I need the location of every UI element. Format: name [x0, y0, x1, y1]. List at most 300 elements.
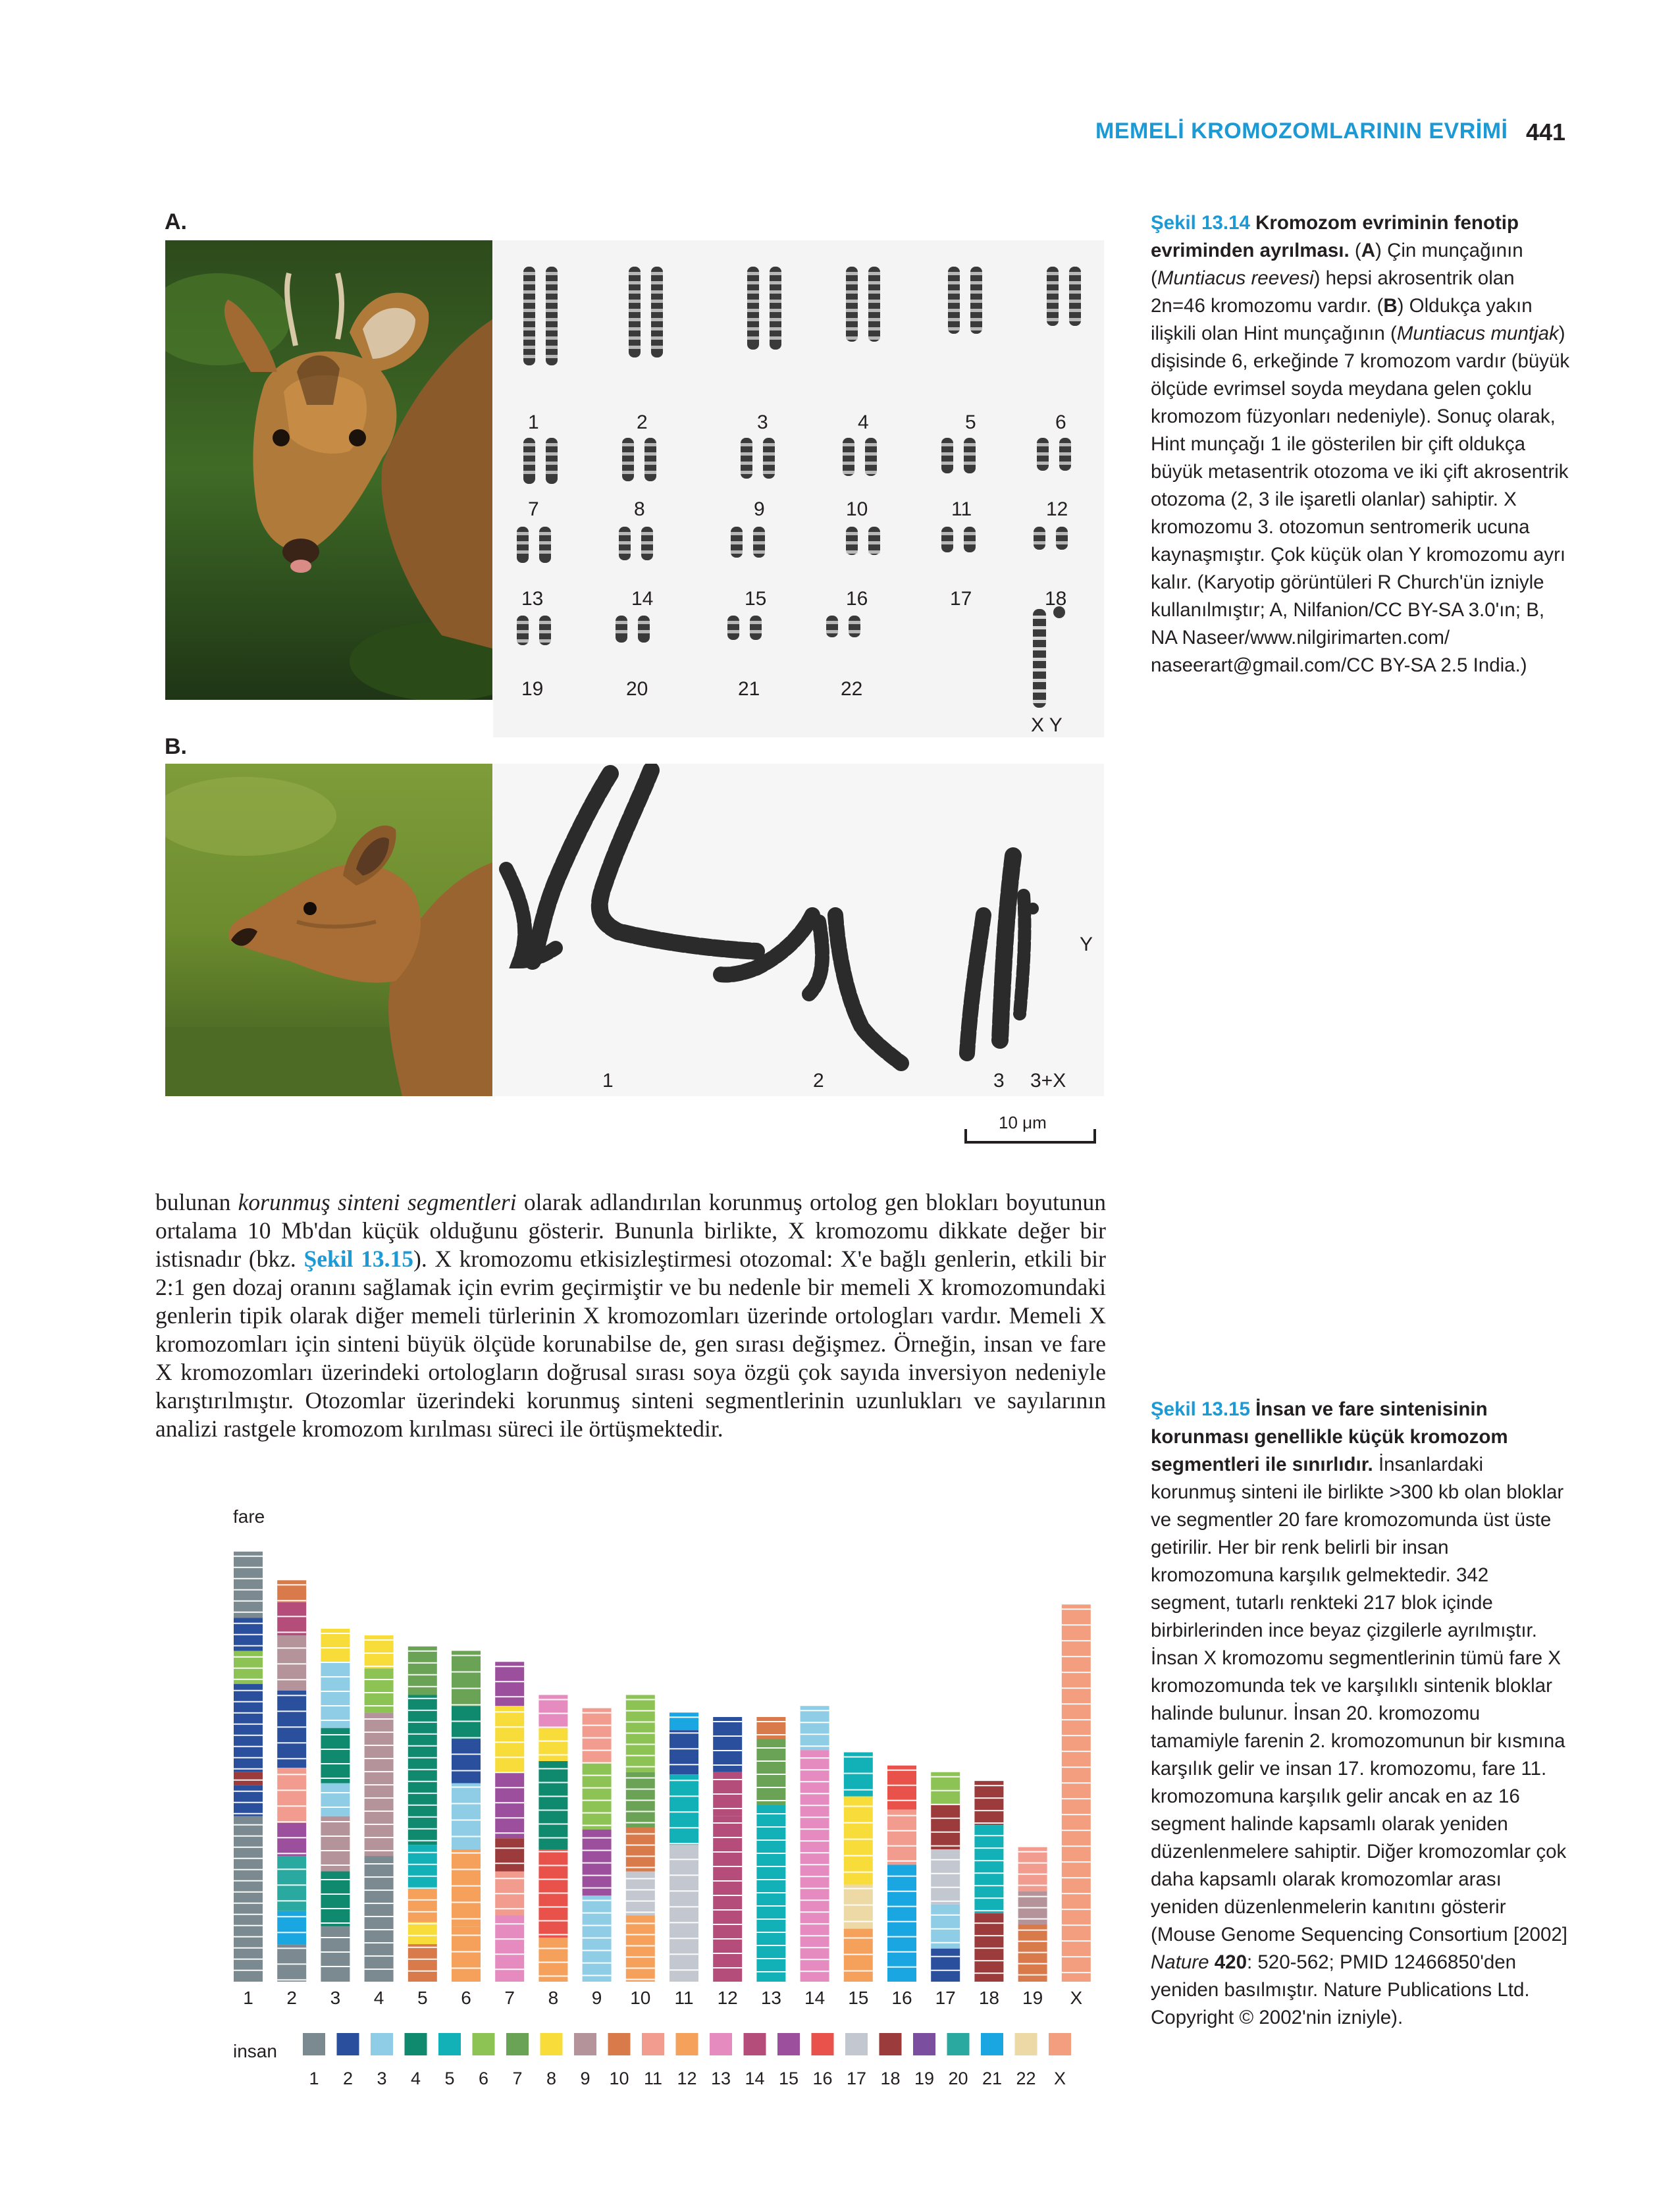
segment-separator: [626, 1878, 655, 1880]
segment-separator: [277, 1900, 306, 1901]
segment-separator: [974, 1835, 1003, 1836]
segment-separator: [713, 1895, 742, 1896]
chromosome-glyph: [523, 438, 535, 484]
synteny-chart: [224, 1527, 1106, 2008]
segment-separator: [234, 1970, 263, 1971]
segment-separator: [321, 1864, 350, 1866]
segment-separator: [844, 1773, 873, 1774]
karyotype-a-label: 5: [965, 411, 976, 433]
chromosome-glyph: [651, 267, 663, 357]
mouse-chromosome-bar: [277, 1580, 306, 1982]
segment-separator: [408, 1651, 437, 1652]
segment-separator: [1018, 1863, 1047, 1864]
mouse-chromosome-bar: [1018, 1847, 1047, 1982]
segment-separator: [234, 1701, 263, 1703]
segment-separator: [1062, 1924, 1091, 1926]
segment-separator: [365, 1797, 394, 1799]
synteny-segment: [538, 1761, 567, 1849]
synteny-segment: [321, 1816, 350, 1872]
segment-separator: [887, 1967, 916, 1968]
figure-13-15-number[interactable]: Şekil 13.15: [1151, 1398, 1250, 1420]
mouse-chromosome-bar: [887, 1766, 916, 1982]
legend-swatch: [879, 2033, 902, 2055]
caption-species: Muntiacus muntjak: [1396, 323, 1559, 344]
segment-separator: [234, 1634, 263, 1635]
segment-separator: [931, 1832, 960, 1833]
mouse-chromosome-bar: [713, 1717, 742, 1982]
segment-separator: [713, 1822, 742, 1824]
segment-separator: [538, 1768, 567, 1770]
karyotype-a-label: 22: [841, 678, 863, 700]
segment-separator: [801, 1757, 829, 1758]
mouse-chromosome-label: 8: [548, 1988, 559, 2008]
chromosome-glyph: [546, 438, 558, 484]
segment-separator: [713, 1924, 742, 1925]
segment-separator: [626, 1856, 655, 1857]
panel-label-a: A.: [165, 209, 187, 234]
mouse-chromosome-bar: [801, 1706, 829, 1982]
mouse-chromosome-label: 13: [760, 1988, 781, 2008]
segment-separator: [1018, 1963, 1047, 1965]
segment-separator: [277, 1837, 306, 1838]
karyotype-a-chromosomes: [493, 240, 1104, 737]
segment-separator: [974, 1872, 1003, 1874]
caption-panel-a: A: [1361, 240, 1376, 261]
segment-separator: [626, 1834, 655, 1835]
segment-separator: [538, 1824, 567, 1825]
chromosome-glyph: [619, 527, 631, 560]
segment-separator: [626, 1722, 655, 1723]
segment-separator: [321, 1836, 350, 1837]
segment-separator: [365, 1837, 394, 1838]
segment-separator: [538, 1962, 567, 1963]
segment-separator: [801, 1816, 829, 1818]
synteny-segment: [277, 1823, 306, 1856]
segment-separator: [234, 1869, 263, 1870]
chinese-muntjac-illustration: [165, 240, 492, 700]
segment-separator: [801, 1710, 829, 1711]
chromosome-glyph: [517, 527, 529, 563]
segment-separator: [408, 1899, 437, 1901]
segment-separator: [756, 1958, 785, 1959]
synteny-segment: [583, 1895, 612, 1982]
segment-separator: [1062, 1687, 1091, 1689]
segment-separator: [1062, 1624, 1091, 1625]
segment-separator: [538, 1713, 567, 1714]
segment-separator: [452, 1951, 481, 1953]
synteny-segment: [321, 1662, 350, 1728]
mouse-chromosome-bar: [583, 1708, 612, 1982]
segment-separator: [321, 1705, 350, 1706]
segment-separator: [277, 1600, 306, 1601]
chromosome-glyph: [644, 438, 656, 481]
synteny-segment: [669, 1774, 698, 1845]
human-chromosome-label: 9: [580, 2069, 591, 2088]
segment-separator: [365, 1692, 394, 1693]
segment-separator: [321, 1922, 350, 1924]
segment-separator: [234, 1656, 263, 1658]
synteny-segment: [408, 1922, 437, 1945]
karyotype-a-label: 21: [738, 678, 760, 700]
segment-separator: [669, 1874, 698, 1876]
segment-separator: [801, 1888, 829, 1889]
mouse-chromosome-label: 16: [891, 1988, 912, 2008]
segment-separator: [756, 1945, 785, 1946]
segment-separator: [538, 1893, 567, 1894]
segment-separator: [756, 1892, 785, 1893]
segment-separator: [1062, 1608, 1091, 1610]
karyotype-a-label: 14: [631, 588, 654, 610]
segment-separator: [365, 1771, 394, 1772]
segment-separator: [713, 1764, 742, 1766]
legend-swatch: [1049, 2033, 1071, 2055]
segment-separator: [1062, 1861, 1091, 1863]
segment-separator: [234, 1556, 263, 1557]
segment-separator: [408, 1923, 437, 1924]
segment-separator: [321, 1691, 350, 1692]
segment-separator: [234, 1724, 263, 1725]
segment-separator: [495, 1863, 524, 1864]
segment-separator: [626, 1912, 655, 1913]
segment-separator: [583, 1800, 612, 1801]
caption-text: ) Oldukça yakın ilişkili olan Hint munçağının (: [1151, 295, 1533, 344]
segment-separator: [365, 1955, 394, 1957]
segment-separator: [801, 1864, 829, 1865]
synteny-segment: [452, 1739, 481, 1783]
segment-separator: [931, 1901, 960, 1902]
segment-separator: [408, 1698, 437, 1699]
karyotype-b-y-label: Y: [1080, 934, 1093, 955]
segment-separator: [801, 1793, 829, 1794]
segment-separator: [538, 1727, 567, 1728]
chromosome-glyph: [741, 438, 752, 479]
synteny-segment: [408, 1944, 437, 1982]
segment-separator: [277, 1853, 306, 1854]
segment-separator: [887, 1951, 916, 1953]
chromosome-glyph: [750, 616, 762, 640]
chromosome-glyph: [747, 267, 759, 350]
synteny-segment: [844, 1797, 873, 1885]
segment-separator: [277, 1868, 306, 1870]
segment-separator: [931, 1845, 960, 1847]
segment-separator: [844, 1888, 873, 1889]
segment-separator: [234, 1645, 263, 1647]
synteny-segment: [931, 1805, 960, 1849]
mouse-chromosome-label: 11: [674, 1988, 694, 2008]
segment-separator: [583, 1900, 612, 1901]
segment-separator: [234, 1735, 263, 1736]
synteny-segment: [408, 1647, 437, 1695]
caption-text: (: [1354, 240, 1361, 261]
segment-separator: [452, 1737, 481, 1739]
sex-chromosome-glyph: [1033, 606, 1065, 708]
segment-separator: [234, 1903, 263, 1904]
karyotype-a-label: 15: [745, 588, 767, 610]
segment-separator: [974, 1797, 1003, 1799]
mouse-chromosome-bar: [974, 1781, 1003, 1982]
segment-separator: [1062, 1877, 1091, 1878]
segment-separator: [365, 1916, 394, 1917]
segment-separator: [495, 1938, 524, 1940]
segment-separator: [801, 1899, 829, 1901]
synteny-segment: [277, 1944, 306, 1982]
segment-separator: [1062, 1798, 1091, 1799]
chromosome-glyph: [826, 616, 838, 637]
synteny-segment: [931, 1949, 960, 1982]
segment-separator: [277, 1710, 306, 1712]
karyotype-a-label: 12: [1046, 498, 1068, 520]
segment-separator: [452, 1968, 481, 1969]
legend-swatch: [574, 2033, 596, 2055]
segment-separator: [1062, 1719, 1091, 1720]
synteny-segment: [495, 1838, 524, 1871]
chromosome-glyph: [843, 438, 854, 476]
segment-separator: [408, 1888, 437, 1889]
synteny-segment: [408, 1889, 437, 1922]
chromosome-glyph: [517, 616, 529, 645]
segment-separator: [626, 1800, 655, 1801]
segment-separator: [452, 1853, 481, 1854]
caption-text: ) hepsi akrosentrik olan 2n=46 kromozomu vardır. (: [1151, 267, 1515, 317]
segment-separator: [365, 1810, 394, 1812]
segment-separator: [801, 1828, 829, 1830]
segment-separator: [583, 1725, 612, 1726]
segment-separator: [974, 1897, 1003, 1899]
segment-separator: [1018, 1907, 1047, 1909]
segment-separator: [583, 1863, 612, 1864]
mouse-chromosome-bar: [495, 1662, 524, 1982]
karyotype-b-label: 2: [813, 1070, 824, 1092]
segment-separator: [365, 1929, 394, 1930]
segment-separator: [583, 1712, 612, 1714]
mouse-chromosome-label: 9: [591, 1988, 602, 2008]
segment-separator: [844, 1921, 873, 1922]
karyotype-a-label: 18: [1045, 588, 1067, 610]
segment-separator: [756, 1879, 785, 1880]
segment-separator: [365, 1639, 394, 1641]
segment-separator: [1062, 1782, 1091, 1783]
chromosome-glyph: [964, 527, 976, 552]
segment-separator: [801, 1935, 829, 1936]
segment-separator: [583, 1888, 612, 1889]
segment-separator: [974, 1910, 1003, 1911]
caption-panel-b: B: [1383, 295, 1398, 317]
synteny-segment: [321, 1926, 350, 1982]
karyotype-a-label: 13: [521, 588, 544, 610]
chromosome-glyph: [1034, 527, 1045, 550]
segment-separator: [844, 1872, 873, 1873]
segment-separator: [321, 1908, 350, 1909]
segment-separator: [365, 1968, 394, 1970]
segment-separator: [1062, 1893, 1091, 1894]
legend-swatch: [676, 2033, 698, 2055]
body-term: korunmuş sinteni segmentleri: [238, 1189, 517, 1215]
segment-separator: [495, 1953, 524, 1955]
chromosome-glyph: [1069, 267, 1081, 326]
synteny-segment: [452, 1849, 481, 1926]
segment-separator: [756, 1813, 785, 1814]
synteny-segment: [495, 1662, 524, 1706]
synteny-segment: [277, 1635, 306, 1691]
segment-separator: [321, 1633, 350, 1634]
mouse-chromosome-bar: [234, 1552, 263, 1982]
synteny-segment: [669, 1730, 698, 1774]
segment-separator: [1018, 1851, 1047, 1853]
segment-separator: [669, 1859, 698, 1860]
segment-separator: [408, 1710, 437, 1711]
chromosome-glyph: [622, 438, 634, 481]
segment-separator: [583, 1925, 612, 1926]
mouse-chromosome-label: 4: [373, 1988, 384, 2008]
mouse-chromosome-bar: [756, 1717, 785, 1982]
synteny-segment: [365, 1856, 394, 1982]
segment-separator: [583, 1875, 612, 1876]
caption-species: Muntiacus reevesi: [1157, 267, 1314, 289]
legend-swatch: [845, 2033, 868, 2055]
segment-separator: [495, 1817, 524, 1818]
segment-separator: [495, 1757, 524, 1758]
segment-separator: [408, 1733, 437, 1735]
segment-separator: [844, 1822, 873, 1824]
mouse-chromosome-label: 17: [935, 1988, 956, 2008]
legend-swatch: [710, 2033, 732, 2055]
chromosome-glyph: [849, 616, 860, 637]
segment-separator: [321, 1893, 350, 1895]
human-chromosome-label: 20: [948, 2069, 968, 2088]
synteny-segment: [495, 1916, 524, 1982]
figure-reference-link[interactable]: Şekil 13.15: [303, 1246, 413, 1272]
segment-separator: [669, 1938, 698, 1939]
segment-separator: [277, 1758, 306, 1759]
segment-separator: [234, 1780, 263, 1781]
segment-separator: [713, 1808, 742, 1809]
segment-separator: [495, 1878, 524, 1879]
segment-separator: [626, 1699, 655, 1701]
segment-separator: [626, 1923, 655, 1924]
legend-swatch: [303, 2033, 325, 2055]
legend-swatch: [473, 2033, 495, 2055]
segment-separator: [277, 1916, 306, 1917]
synteny-segment: [756, 1805, 785, 1872]
segment-separator: [1018, 1941, 1047, 1942]
mouse-chromosome-label: 6: [461, 1988, 471, 2008]
karyotype-a-label: 2: [637, 411, 648, 433]
segment-separator: [756, 1787, 785, 1788]
karyotype-b-label: 3+X: [1030, 1070, 1066, 1092]
chromosome-glyph: [865, 438, 877, 476]
synteny-segment: [887, 1810, 916, 1865]
synteny-segment: [669, 1845, 698, 1982]
segment-separator: [931, 1776, 960, 1778]
segment-separator: [277, 1584, 306, 1585]
segment-separator: [452, 1935, 481, 1936]
segment-separator: [321, 1662, 350, 1663]
segment-separator: [974, 1885, 1003, 1886]
human-chromosome-label: 7: [512, 2069, 523, 2088]
figure-13-14-number[interactable]: Şekil 13.14: [1151, 212, 1250, 234]
segment-separator: [1062, 1640, 1091, 1641]
synteny-segment: [931, 1849, 960, 1905]
human-chromosome-label: 6: [478, 2069, 489, 2088]
karyotype-b-label: 3: [993, 1070, 1005, 1092]
segment-separator: [1062, 1672, 1091, 1673]
legend-swatch: [506, 2033, 529, 2055]
segment-separator: [756, 1971, 785, 1972]
segment-separator: [321, 1720, 350, 1721]
segment-separator: [495, 1923, 524, 1924]
segment-separator: [669, 1764, 698, 1765]
segment-separator: [626, 1979, 655, 1980]
mouse-chromosome-label: 7: [504, 1988, 515, 2008]
synteny-segment: [234, 1785, 263, 1816]
mouse-chromosome-label: 10: [630, 1988, 651, 2008]
segment-separator: [365, 1745, 394, 1746]
segment-separator: [277, 1663, 306, 1664]
segment-separator: [234, 1847, 263, 1848]
segment-separator: [801, 1840, 829, 1841]
segment-separator: [277, 1695, 306, 1696]
mouse-chromosome-label: 12: [717, 1988, 738, 2008]
segment-separator: [756, 1918, 785, 1920]
segment-separator: [538, 1755, 567, 1756]
segment-separator: [538, 1741, 567, 1742]
legend-swatch: [337, 2033, 359, 2055]
synteny-segment: [756, 1872, 785, 1982]
segment-separator: [452, 1902, 481, 1903]
segment-separator: [365, 1758, 394, 1759]
legend-swatch: [947, 2033, 970, 2055]
segment-separator: [931, 1790, 960, 1791]
mouse-chromosome-bar: [1062, 1604, 1091, 1982]
segment-separator: [365, 1942, 394, 1943]
segment-separator: [321, 1647, 350, 1649]
segment-separator: [277, 1805, 306, 1807]
segment-separator: [887, 1876, 916, 1877]
segment-separator: [538, 1782, 567, 1783]
segment-separator: [974, 1785, 1003, 1786]
segment-separator: [974, 1847, 1003, 1849]
segment-separator: [669, 1732, 698, 1733]
synteny-segment: [626, 1916, 655, 1982]
human-chromosome-label: 8: [546, 2069, 557, 2088]
panel-label-b: B.: [165, 734, 187, 759]
segment-separator: [974, 1972, 1003, 1974]
segment-separator: [801, 1959, 829, 1960]
segment-separator: [669, 1953, 698, 1955]
segment-separator: [408, 1686, 437, 1687]
mouse-chromosome-label: 15: [848, 1988, 869, 2008]
segment-separator: [234, 1578, 263, 1579]
segment-separator: [931, 1970, 960, 1971]
segment-separator: [713, 1938, 742, 1940]
segment-separator: [321, 1792, 350, 1793]
segment-separator: [626, 1945, 655, 1947]
segment-separator: [408, 1674, 437, 1676]
indian-muntjac-photo: [165, 764, 492, 1096]
human-chromosome-label: 16: [812, 2069, 833, 2088]
karyotype-a-label: 6: [1055, 411, 1066, 433]
segment-separator: [626, 1766, 655, 1768]
segment-separator: [408, 1935, 437, 1936]
segment-separator: [495, 1681, 524, 1682]
segment-separator: [408, 1769, 437, 1770]
karyotype-a-label: 3: [757, 411, 768, 433]
human-chromosome-label: 5: [444, 2069, 455, 2088]
karyotype-a-label: 8: [634, 498, 645, 520]
segment-separator: [931, 1942, 960, 1943]
segment-separator: [452, 1721, 481, 1722]
chromosome-glyph: [1059, 438, 1071, 471]
